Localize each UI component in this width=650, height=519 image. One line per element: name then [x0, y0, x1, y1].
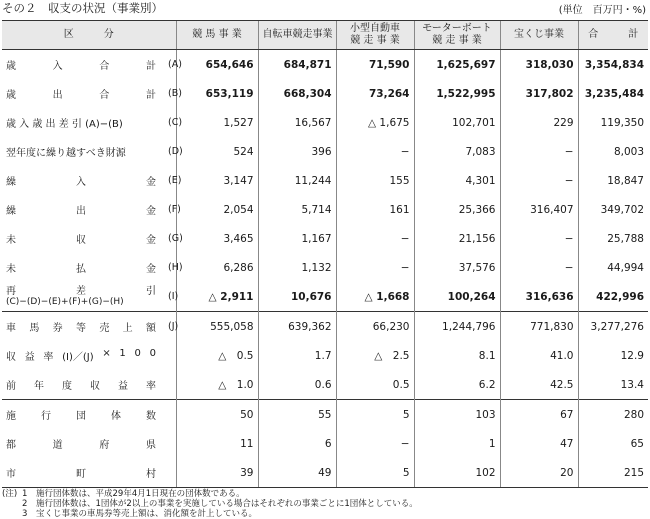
header-col-takarakuji: 宝くじ事業 — [500, 21, 578, 50]
table-cell: 6 — [258, 429, 336, 458]
footnote-row — [2, 489, 418, 499]
row-label: 繰 入 金 — [6, 177, 156, 188]
table-cell: 1,244,796 — [414, 312, 500, 342]
row-label: 施 行 団 体 数 — [2, 400, 164, 430]
table-cell: 13.4 — [578, 370, 648, 400]
table-cell: △ 0.5 — [176, 341, 258, 370]
table-cell: 102,701 — [414, 108, 500, 137]
row-mark — [164, 370, 176, 400]
header-col-jitensha: 自転車競走事業 — [258, 21, 336, 50]
table-cell: 316,636 — [500, 282, 578, 312]
row-mark: (C) — [168, 117, 183, 128]
row-label: 都 道 府 県 — [6, 440, 156, 451]
table-cell: 1,522,995 — [414, 79, 500, 108]
table-cell: 6.2 — [414, 370, 500, 400]
table-cell: 396 — [258, 137, 336, 166]
header-col-keiba: 競 馬 事 業 — [176, 21, 258, 50]
row-label: 歳 入 合 計 — [6, 61, 156, 72]
footnote-number: 2 — [22, 499, 28, 509]
row-label: 未 払 金 — [6, 264, 156, 275]
row-label: 再 差 引 (C)−(D)−(E)+(F)+(G)−(H) — [6, 285, 156, 307]
footnote-text: 宝くじ事業の車馬券等売上額は、消化額を計上している。 — [36, 509, 258, 519]
table-cell: △ 2.5 — [336, 341, 414, 370]
unit-label: (単位 百万円・%) — [558, 5, 646, 16]
table-cell: 5,714 — [258, 195, 336, 224]
table-cell: − — [336, 253, 414, 282]
table-row — [2, 50, 648, 80]
footnote-row — [2, 509, 418, 519]
table-row — [2, 253, 648, 282]
table-cell: 47 — [500, 429, 578, 458]
table-cell: − — [500, 166, 578, 195]
table-cell: 65 — [578, 429, 648, 458]
table-cell: 8,003 — [578, 137, 648, 166]
row-label: 歳 入 歳 出 差 引 (A)−(B) — [6, 119, 123, 130]
row-mark: (H) — [168, 262, 183, 273]
row-label: 繰 出 金 — [6, 206, 156, 217]
row-label: 前 年 度 収 益 率 — [6, 381, 156, 392]
table-cell: − — [500, 253, 578, 282]
table-row — [2, 341, 648, 370]
table-cell: △ 1,675 — [336, 108, 414, 137]
table-cell: 3,277,276 — [578, 312, 648, 342]
table-cell: 555,058 — [176, 312, 258, 342]
header-col-total: 合 計 — [578, 21, 648, 50]
table-cell: − — [336, 429, 414, 458]
row-mark: (B) — [168, 88, 182, 99]
table-cell: 20 — [500, 458, 578, 488]
table-cell: 349,702 — [578, 195, 648, 224]
table-cell: 67 — [500, 400, 578, 430]
table-cell: 524 — [176, 137, 258, 166]
row-label: 翌年度に繰り越すべき財源 — [6, 148, 126, 159]
row-mark: (A) — [168, 59, 182, 70]
table-cell: 0.5 — [336, 370, 414, 400]
table-cell: 39 — [176, 458, 258, 488]
table-cell: △ 1.0 — [176, 370, 258, 400]
table-cell: 771,830 — [500, 312, 578, 342]
table-cell: △ 2,911 — [176, 282, 258, 312]
table-cell: − — [336, 224, 414, 253]
footnote-text: 施行団体数は、平成29年4月1日現在の団体数である。 — [36, 489, 245, 499]
table-cell: 316,407 — [500, 195, 578, 224]
table-cell: 280 — [578, 400, 648, 430]
header-row — [2, 21, 648, 50]
table-cell: 66,230 — [336, 312, 414, 342]
table-cell: 0.6 — [258, 370, 336, 400]
row-mark — [164, 400, 176, 430]
table-cell: − — [500, 137, 578, 166]
table-cell: 16,567 — [258, 108, 336, 137]
table-cell: 317,802 — [500, 79, 578, 108]
row-label: 未 収 金 — [6, 235, 156, 246]
table-cell: 654,646 — [176, 50, 258, 80]
header-col-boat: モーターボート 競 走 事 業 — [414, 21, 500, 50]
table-cell: 119,350 — [578, 108, 648, 137]
table-cell: 3,465 — [176, 224, 258, 253]
row-label: 収 益 率 (I)／(J) × 1 0 0 — [6, 348, 156, 363]
table-cell: 103 — [414, 400, 500, 430]
footnotes — [2, 489, 418, 519]
table-cell: 55 — [258, 400, 336, 430]
row-mark: (F) — [168, 204, 181, 215]
table-cell: 11,244 — [258, 166, 336, 195]
row-label: 市 町 村 — [2, 458, 164, 488]
table-cell: 1,625,697 — [414, 50, 500, 80]
table-row — [2, 79, 648, 108]
table-cell: 161 — [336, 195, 414, 224]
table-cell: 49 — [258, 458, 336, 488]
table-cell: 25,366 — [414, 195, 500, 224]
table-cell: 4,301 — [414, 166, 500, 195]
table-cell: 18,847 — [578, 166, 648, 195]
table-cell: 44,994 — [578, 253, 648, 282]
row-mark — [164, 341, 176, 370]
table-cell: 1,527 — [176, 108, 258, 137]
row-mark: (J) — [164, 312, 176, 342]
row-mark: (D) — [168, 146, 183, 157]
revenue-expenditure-table — [2, 20, 648, 488]
table-cell: 668,304 — [258, 79, 336, 108]
table-cell: 1 — [414, 429, 500, 458]
table-cell: 422,996 — [578, 282, 648, 312]
row-mark — [164, 429, 176, 458]
table-cell: 653,119 — [176, 79, 258, 108]
header-category: 区 分 — [2, 21, 176, 50]
table-cell: 50 — [176, 400, 258, 430]
table-cell: 7,083 — [414, 137, 500, 166]
table-cell: 2,054 — [176, 195, 258, 224]
table-cell: 155 — [336, 166, 414, 195]
table-cell: 71,590 — [336, 50, 414, 80]
table-cell: 102 — [414, 458, 500, 488]
table-title: その２ 収支の状況（事業別） — [2, 1, 163, 15]
table-cell: △ 1,668 — [336, 282, 414, 312]
footnote-head: (注) — [2, 489, 18, 499]
table-cell: 5 — [336, 458, 414, 488]
row-mark — [164, 458, 176, 488]
table-cell: 215 — [578, 458, 648, 488]
table-row — [2, 137, 648, 166]
table-cell: 12.9 — [578, 341, 648, 370]
table-cell: 229 — [500, 108, 578, 137]
row-mark: (E) — [168, 175, 182, 186]
table-cell: 3,354,834 — [578, 50, 648, 80]
row-label: 歳 出 合 計 — [6, 90, 156, 101]
table-cell: 1.7 — [258, 341, 336, 370]
table-cell: 10,676 — [258, 282, 336, 312]
table-cell: 25,788 — [578, 224, 648, 253]
table-cell: 37,576 — [414, 253, 500, 282]
table-row — [2, 282, 648, 312]
table-cell: 318,030 — [500, 50, 578, 80]
table-cell: 6,286 — [176, 253, 258, 282]
table-cell: 42.5 — [500, 370, 578, 400]
footnote-number: 3 — [22, 509, 28, 519]
table-row — [2, 429, 648, 458]
table-cell: 11 — [176, 429, 258, 458]
table-row — [2, 195, 648, 224]
table-cell: 5 — [336, 400, 414, 430]
table-row — [2, 166, 648, 195]
table-row — [2, 458, 648, 488]
table-cell: − — [336, 137, 414, 166]
header-col-kogata: 小型自動車 競 走 事 業 — [336, 21, 414, 50]
table-cell: 684,871 — [258, 50, 336, 80]
footnote-text: 施行団体数は、1団体が2以上の事業を実施している場合はそれぞれの事業ごとに1団体としている。 — [36, 499, 418, 509]
table-cell: 639,362 — [258, 312, 336, 342]
table-row — [2, 224, 648, 253]
row-mark: (G) — [168, 233, 183, 244]
table-row — [2, 370, 648, 400]
table-row — [2, 108, 648, 137]
table-cell: 1,132 — [258, 253, 336, 282]
table-cell: 8.1 — [414, 341, 500, 370]
table-cell: 73,264 — [336, 79, 414, 108]
footnote-row — [2, 499, 418, 509]
table-cell: 21,156 — [414, 224, 500, 253]
table-cell: 1,167 — [258, 224, 336, 253]
table-cell: 3,147 — [176, 166, 258, 195]
row-mark: (I) — [168, 291, 179, 302]
table-row — [2, 312, 648, 342]
table-cell: 41.0 — [500, 341, 578, 370]
table-row — [2, 400, 648, 430]
table-body — [2, 50, 648, 488]
table-cell: − — [500, 224, 578, 253]
table-cell: 100,264 — [414, 282, 500, 312]
table-cell: 3,235,484 — [578, 79, 648, 108]
row-label: 車 馬 券 等 売 上 額 — [2, 312, 164, 342]
footnote-number: 1 — [22, 489, 28, 499]
